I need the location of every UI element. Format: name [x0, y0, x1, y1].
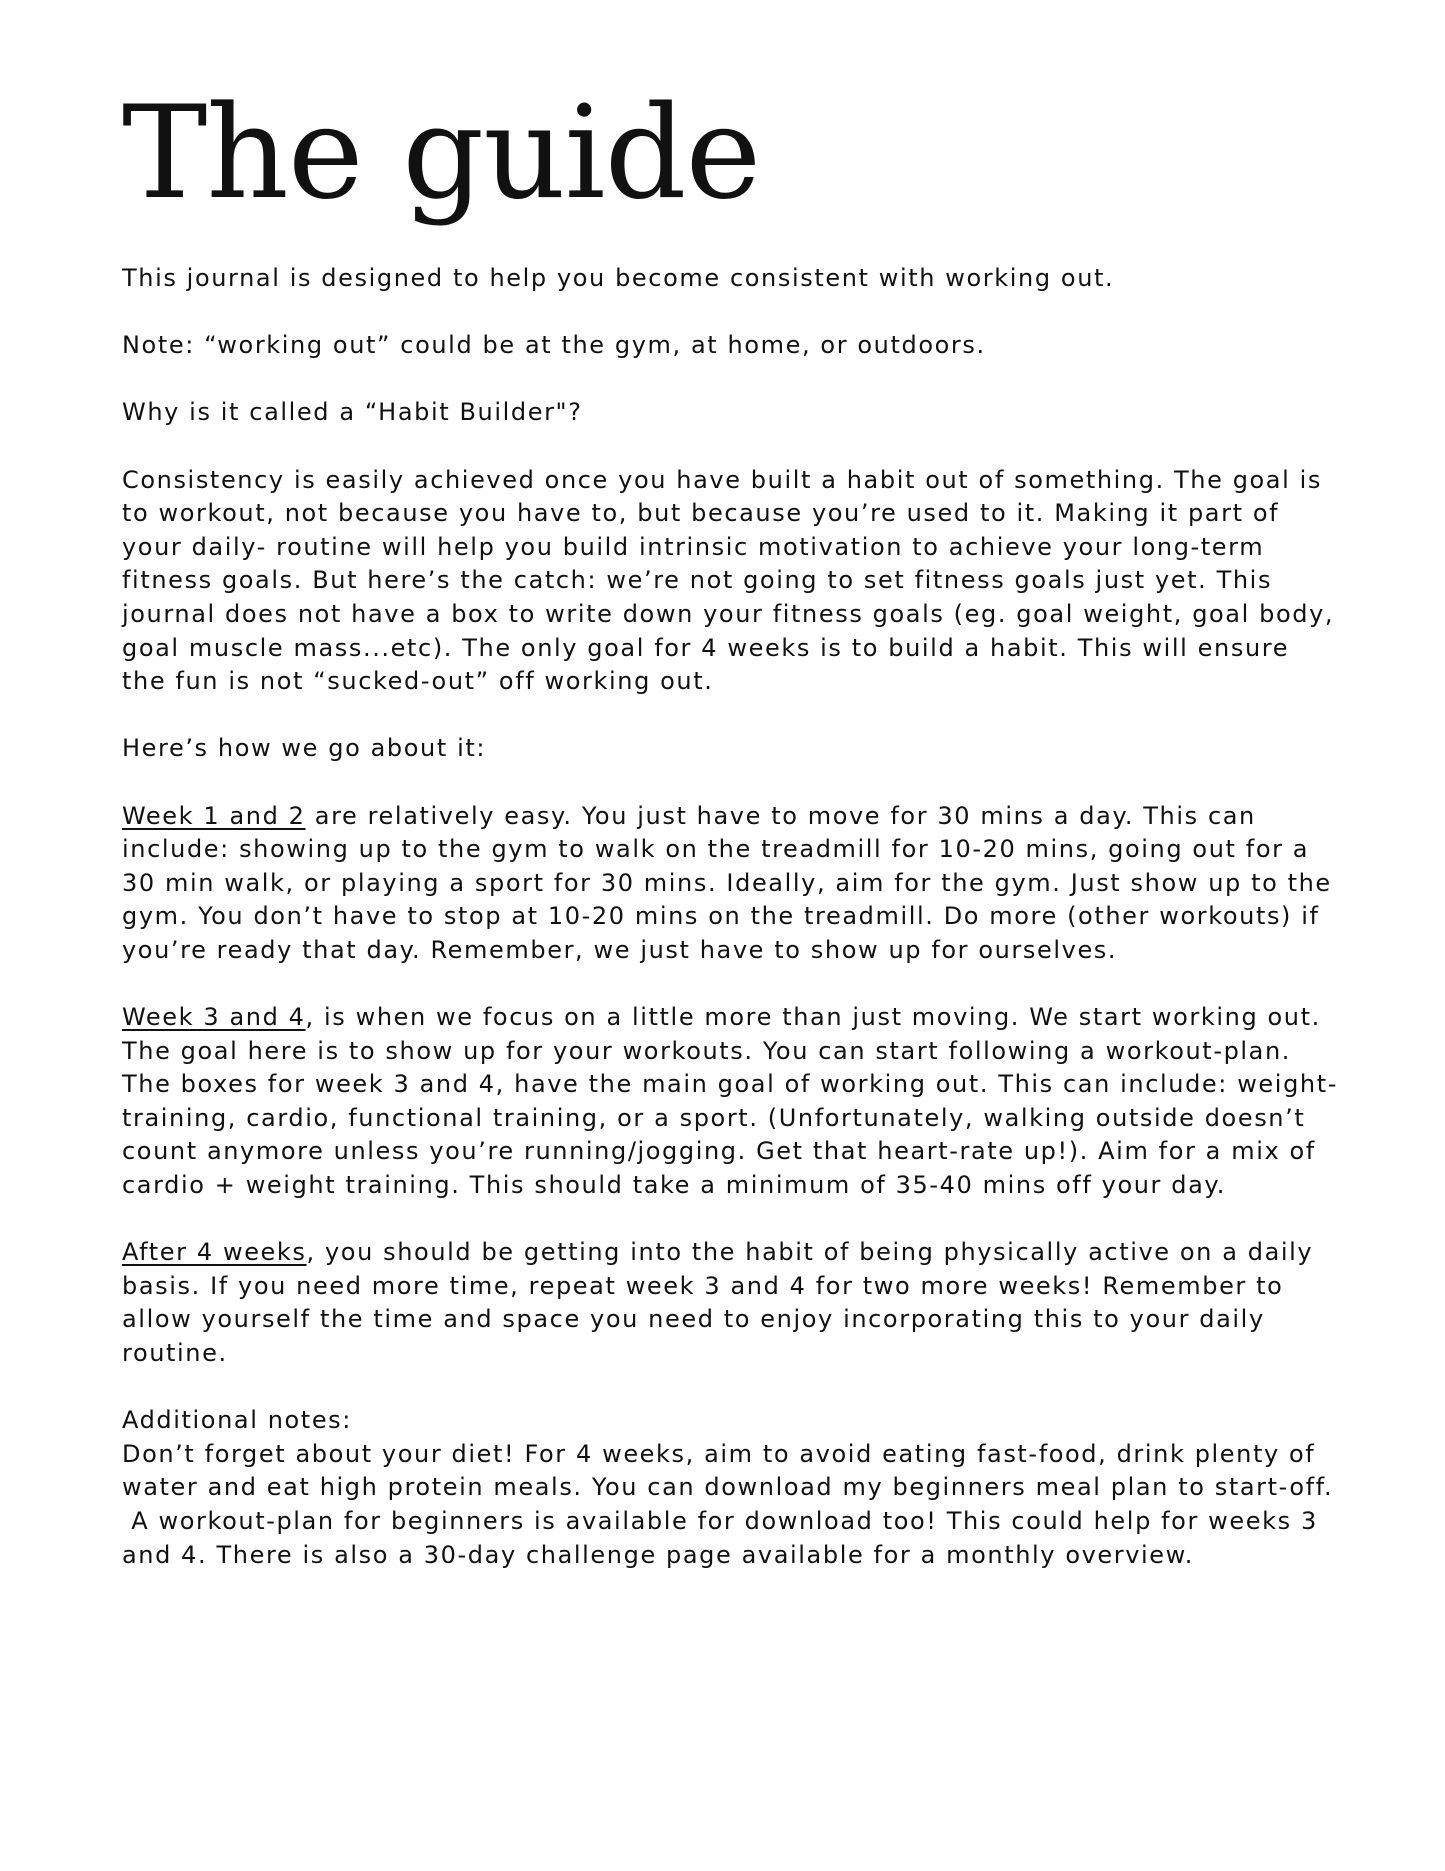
- after-4-weeks-paragraph: [122, 1236, 1342, 1370]
- guide-page: [122, 79, 1342, 1572]
- additional-notes-heading: Additional notes:: [122, 1406, 352, 1435]
- week-1-2-paragraph: [122, 800, 1342, 968]
- week-1-2-text: are relatively easy. You just have to move for 30 mins a day. This can include: showing up to the gym to walk on the treadmill for 10-20 mins, going out for a 30 min walk, or playing a sport for 30 mins. Ideally, aim for the gym. Just show up to the gym. You don’t have to stop at 10-20 mins on the treadmill. Do more (other workouts) if you’re ready that day. Remember, we just have to show up for ourselves.: [122, 801, 1332, 964]
- consistency-paragraph: Consistency is easily achieved once you have built a habit out of something. The goal is to workout, not because you have to, but because you’re used to it. Making it part of your daily- routine will help you build intrinsic motivation to achieve your long-term fitness goals. But here’s the catch: we’re not going to set fitness goals just yet. This journal does not have a box to write down your fitness goals (eg. goal weight, goal body, goal muscle mass...etc). The only goal for 4 weeks is to build a habit. This will ensure the fun is not “sucked-out” off working out.: [122, 465, 1335, 696]
- after-4-weeks-heading: After 4 weeks: [122, 1238, 307, 1267]
- note-paragraph: Note: “working out” could be at the gym, at home, or outdoors.: [122, 331, 986, 360]
- how-paragraph: Here’s how we go about it:: [122, 734, 487, 763]
- guide-body: [122, 262, 1342, 1572]
- intro-paragraph: This journal is designed to help you become consistent with working out.: [122, 264, 1115, 292]
- week-3-4-paragraph: [122, 1001, 1342, 1203]
- week-3-4-heading: Week 3 and 4: [122, 1003, 306, 1032]
- workout-plan-note: A workout-plan for beginners is available for download too! This could help for weeks 3 and 4. There is also a 30-day challenge page available for a monthly overview.: [122, 1506, 1328, 1569]
- page-title: The guide: [122, 79, 761, 228]
- week-3-4-text: , is when we focus on a little more than just moving. We start working out. The goal here is to show up for your workouts. You can start following a workout-plan. The boxes for week 3 and 4, have the main goal of working out. This can include: weight- training, cardio, functional training, or a sport. (Unfortunately, walking outside doesn’t count anymore unless you’re running/jogging. Get that heart-rate up!). Aim for a mix of cardio + weight training. This should take a minimum of 35-40 mins off your day.: [122, 1003, 1338, 1200]
- diet-note: Don’t forget about your diet! For 4 weeks, aim to avoid eating fast-food, drink plenty of water and eat high protein meals. You can download my beginners meal plan to start-off.: [122, 1439, 1334, 1502]
- after-4-weeks-text: , you should be getting into the habit of being physically active on a daily basis. If you need more time, repeat week 3 and 4 for two more weeks! Remember to allow yourself the time and space you need to enjoy incorporating this to your daily routine.: [122, 1238, 1314, 1367]
- week-1-2-heading: Week 1 and 2: [122, 801, 306, 830]
- question-paragraph: Why is it called a “Habit Builder"?: [122, 398, 583, 427]
